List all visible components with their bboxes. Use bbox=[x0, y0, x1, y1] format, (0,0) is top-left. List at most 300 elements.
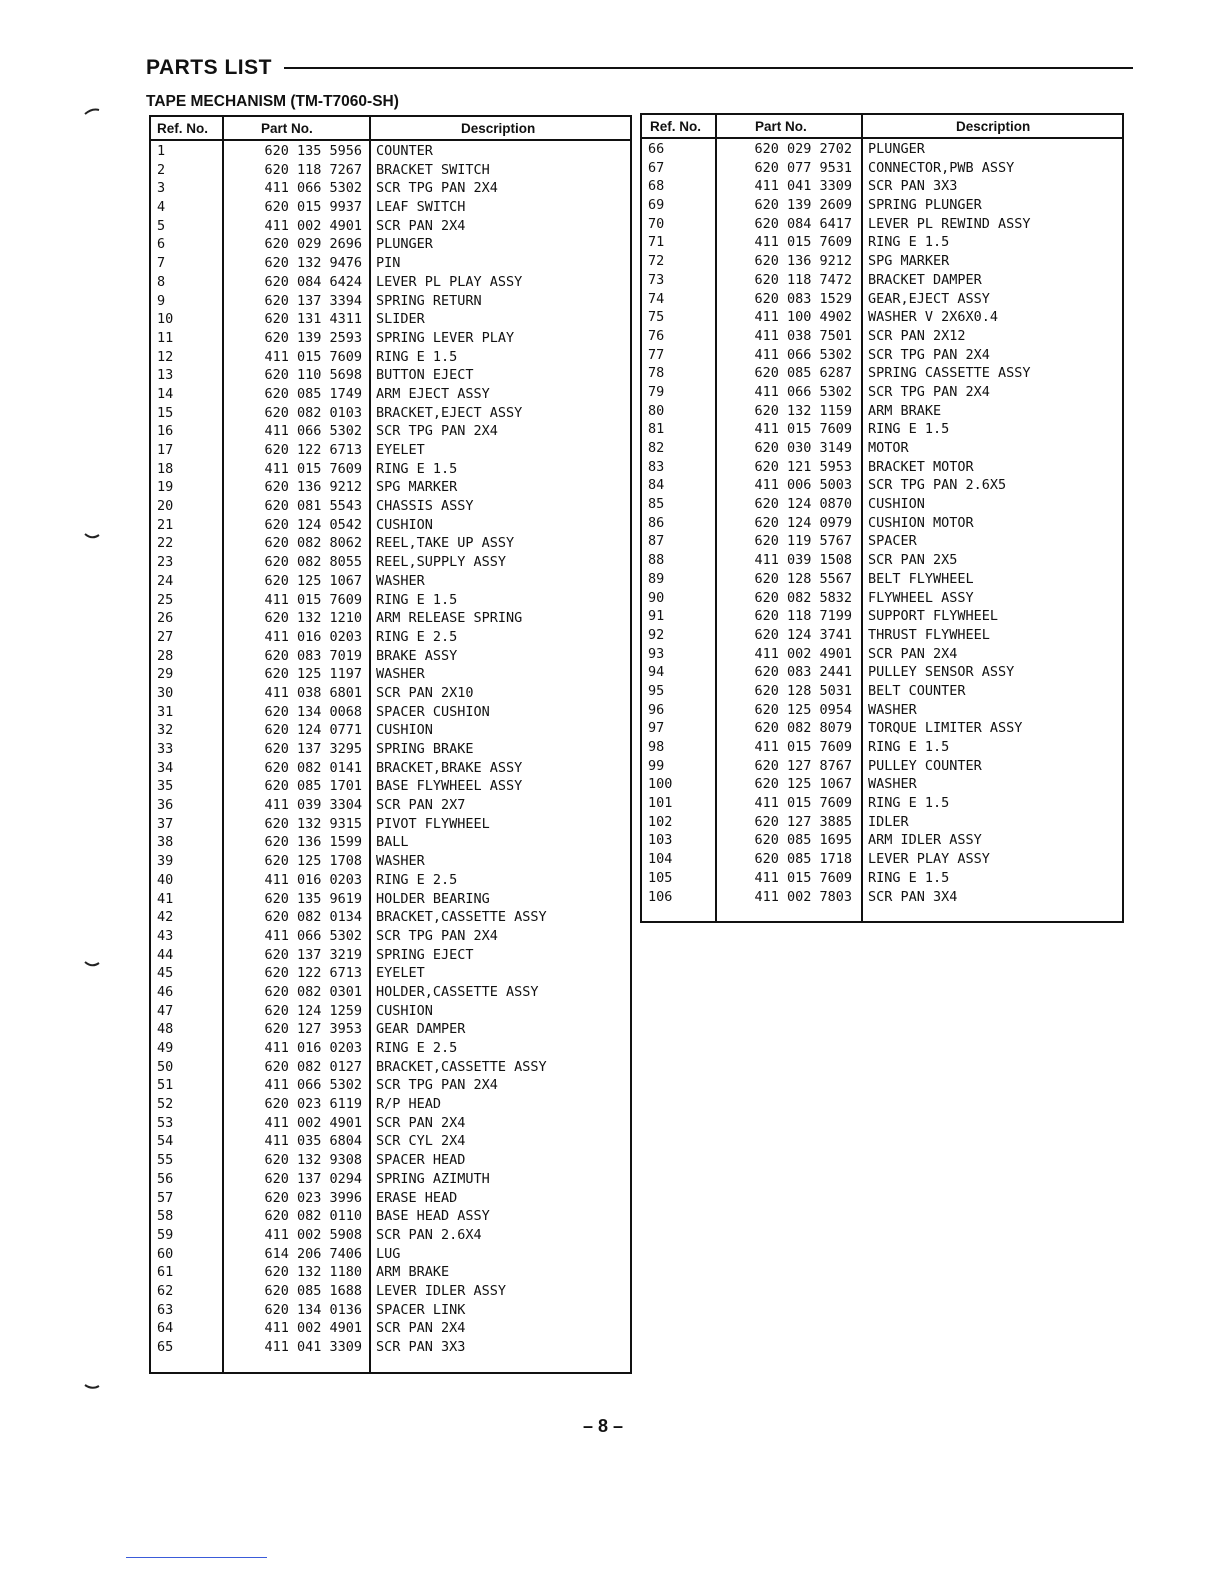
table-row bbox=[151, 1058, 630, 1077]
ref-header: Ref. No. bbox=[650, 119, 702, 134]
ref-no: 82 bbox=[648, 440, 665, 456]
part-no: 620 124 0870 bbox=[754, 496, 852, 513]
table-row bbox=[151, 198, 630, 217]
part-no: 620 122 6713 bbox=[264, 442, 362, 458]
part-no: 411 066 5302 bbox=[264, 423, 362, 440]
table-row bbox=[151, 235, 630, 254]
ref-no: 52 bbox=[157, 1096, 174, 1113]
ref-no: 98 bbox=[648, 739, 665, 755]
table-row bbox=[642, 420, 1122, 439]
part-no: 620 085 1701 bbox=[264, 778, 362, 795]
part-no: 620 128 5031 bbox=[754, 682, 852, 699]
description: LEVER IDLER ASSY bbox=[376, 1282, 507, 1299]
table-row bbox=[642, 271, 1122, 290]
ref-no: 97 bbox=[648, 720, 665, 737]
part-no: 620 122 6713 bbox=[264, 965, 362, 982]
table-row bbox=[151, 647, 630, 666]
part-no: 620 136 9212 bbox=[754, 253, 852, 270]
description: WASHER bbox=[868, 776, 917, 793]
page-number: – 8 – bbox=[583, 1416, 624, 1436]
part-no: 620 137 3394 bbox=[264, 292, 362, 309]
ref-no: 91 bbox=[648, 608, 665, 625]
ref-no: 5 bbox=[157, 217, 166, 234]
part-no: 620 084 6424 bbox=[264, 273, 362, 290]
table-row bbox=[151, 478, 630, 497]
table-row bbox=[642, 439, 1122, 458]
table-row bbox=[642, 551, 1122, 570]
table-row bbox=[151, 983, 630, 1002]
part-no: 620 132 1159 bbox=[754, 402, 852, 419]
description: SLIDER bbox=[376, 311, 425, 328]
description: BELT COUNTER bbox=[868, 682, 966, 699]
description: WASHER bbox=[376, 853, 425, 870]
part-no: 620 131 4311 bbox=[264, 311, 362, 328]
part-no: 620 083 7019 bbox=[264, 647, 362, 664]
description: SPACER LINK bbox=[376, 1301, 466, 1318]
description: BALL bbox=[376, 834, 409, 851]
table-row bbox=[151, 1338, 630, 1357]
table-row bbox=[642, 645, 1122, 664]
description: IDLER bbox=[868, 813, 909, 830]
table-row bbox=[151, 310, 630, 329]
ref-no: 47 bbox=[157, 1002, 174, 1019]
part-no: 411 015 7609 bbox=[264, 460, 362, 477]
ref-no: 16 bbox=[157, 423, 174, 440]
part-no: 411 002 5908 bbox=[264, 1226, 362, 1243]
margin-tick-icon bbox=[84, 1383, 100, 1391]
part-no: 620 118 7472 bbox=[754, 271, 852, 288]
description: RING E 2.5 bbox=[376, 628, 458, 645]
part-header: Part No. bbox=[261, 121, 313, 136]
description: SCR PAN 3X3 bbox=[868, 178, 958, 195]
table-row bbox=[642, 514, 1122, 533]
table-row bbox=[642, 775, 1122, 794]
table-row bbox=[151, 553, 630, 572]
ref-no: 69 bbox=[648, 197, 665, 214]
table-row bbox=[151, 366, 630, 385]
table-row bbox=[151, 329, 630, 348]
table-row bbox=[642, 589, 1122, 608]
description: PULLEY COUNTER bbox=[868, 757, 982, 774]
part-no: 620 082 8055 bbox=[264, 554, 362, 571]
table-row bbox=[151, 1263, 630, 1282]
table-row bbox=[642, 869, 1122, 888]
table-row bbox=[642, 327, 1122, 346]
part-no: 411 038 7501 bbox=[754, 327, 852, 344]
ref-no: 29 bbox=[157, 666, 174, 683]
margin-tick-icon bbox=[84, 532, 100, 540]
table-row bbox=[642, 701, 1122, 720]
table-row bbox=[642, 532, 1122, 551]
ref-no: 58 bbox=[157, 1208, 174, 1225]
part-no: 411 006 5003 bbox=[754, 477, 852, 494]
ref-no: 70 bbox=[648, 215, 665, 232]
table-row bbox=[151, 908, 630, 927]
description: REEL,SUPPLY ASSY bbox=[376, 554, 507, 571]
description: WASHER bbox=[376, 666, 425, 683]
table-row bbox=[642, 682, 1122, 701]
description: BRACKET DAMPER bbox=[868, 271, 982, 288]
ref-no: 102 bbox=[648, 813, 673, 830]
ref-no: 101 bbox=[648, 795, 673, 812]
table-row bbox=[151, 292, 630, 311]
ref-no: 4 bbox=[157, 199, 166, 216]
ref-no: 104 bbox=[648, 851, 673, 868]
ref-no: 42 bbox=[157, 909, 174, 926]
part-no: 620 118 7199 bbox=[754, 608, 852, 625]
description: SPRING LEVER PLAY bbox=[376, 329, 515, 346]
description: WASHER bbox=[376, 572, 425, 589]
table-row bbox=[642, 159, 1122, 178]
description: LEVER PLAY ASSY bbox=[868, 851, 990, 868]
table-row bbox=[642, 346, 1122, 365]
table-row bbox=[642, 888, 1122, 907]
table-row bbox=[151, 179, 630, 198]
ref-no: 35 bbox=[157, 778, 174, 795]
ref-no: 77 bbox=[648, 346, 665, 363]
table-row bbox=[151, 927, 630, 946]
ref-no: 99 bbox=[648, 757, 665, 774]
ref-no: 18 bbox=[157, 460, 174, 477]
description: SPRING AZIMUTH bbox=[376, 1170, 490, 1187]
ref-no: 90 bbox=[648, 589, 665, 606]
part-no: 620 132 1180 bbox=[264, 1264, 362, 1281]
part-no: 411 016 0203 bbox=[264, 871, 362, 888]
table-row bbox=[151, 833, 630, 852]
ref-no: 100 bbox=[648, 776, 673, 793]
ref-no: 14 bbox=[157, 385, 174, 402]
description: RING E 2.5 bbox=[376, 871, 458, 888]
table-row bbox=[151, 721, 630, 740]
description: BRAKE ASSY bbox=[376, 647, 458, 664]
description: CONNECTOR,PWB ASSY bbox=[868, 159, 1015, 176]
ref-no: 61 bbox=[157, 1264, 174, 1281]
table-row bbox=[151, 1170, 630, 1189]
ref-no: 60 bbox=[157, 1245, 174, 1262]
part-no: 411 066 5302 bbox=[264, 180, 362, 197]
part-no: 411 015 7609 bbox=[754, 421, 852, 438]
table-row bbox=[151, 1282, 630, 1301]
description: GEAR,EJECT ASSY bbox=[868, 290, 990, 307]
part-no: 620 119 5767 bbox=[754, 533, 852, 550]
ref-no: 88 bbox=[648, 552, 665, 569]
table-row bbox=[642, 233, 1122, 252]
description: RING E 1.5 bbox=[868, 739, 950, 755]
table-row bbox=[642, 402, 1122, 421]
description: SCR TPG PAN 2X4 bbox=[376, 1077, 498, 1094]
part-no: 620 125 1067 bbox=[264, 572, 362, 589]
table-row bbox=[151, 703, 630, 722]
description: SCR PAN 3X4 bbox=[868, 888, 958, 905]
part-no: 411 002 4901 bbox=[264, 1114, 362, 1131]
ref-no: 64 bbox=[157, 1320, 174, 1337]
ref-no: 51 bbox=[157, 1077, 174, 1094]
ref-no: 8 bbox=[157, 273, 166, 290]
part-no: 620 118 7267 bbox=[264, 161, 362, 178]
ref-no: 12 bbox=[157, 348, 174, 365]
part-no: 411 066 5302 bbox=[754, 383, 852, 400]
ref-no: 89 bbox=[648, 570, 665, 587]
part-no: 620 127 3885 bbox=[754, 813, 852, 830]
table-row bbox=[642, 252, 1122, 271]
table-row bbox=[642, 663, 1122, 682]
part-no: 620 082 5832 bbox=[754, 589, 852, 606]
ref-no: 92 bbox=[648, 626, 665, 643]
description: R/P HEAD bbox=[376, 1096, 442, 1113]
table-row bbox=[151, 385, 630, 404]
description: SCR PAN 2X4 bbox=[376, 217, 466, 234]
part-no: 411 015 7609 bbox=[754, 234, 852, 251]
description: RING E 1.5 bbox=[868, 421, 950, 438]
ref-no: 67 bbox=[648, 159, 665, 176]
description: SCR TPG PAN 2X4 bbox=[376, 180, 498, 197]
description: SUPPORT FLYWHEEL bbox=[868, 608, 999, 625]
description: SPACER CUSHION bbox=[376, 703, 490, 720]
table-row bbox=[642, 607, 1122, 626]
table-row bbox=[151, 497, 630, 516]
description: ERASE HEAD bbox=[376, 1189, 458, 1206]
description: BUTTON EJECT bbox=[376, 367, 474, 384]
part-no: 620 134 0136 bbox=[264, 1301, 362, 1318]
part-no: 620 137 3295 bbox=[264, 741, 362, 757]
ref-no: 95 bbox=[648, 682, 665, 699]
table-row bbox=[642, 719, 1122, 738]
part-no: 411 066 5302 bbox=[264, 927, 362, 944]
table-row bbox=[642, 831, 1122, 850]
desc-header: Description bbox=[956, 119, 1031, 134]
description: SCR PAN 2X4 bbox=[868, 645, 958, 662]
part-no: 620 082 0127 bbox=[264, 1058, 362, 1075]
part-no: 620 132 9315 bbox=[264, 815, 362, 832]
table-row bbox=[151, 796, 630, 815]
part-no: 620 139 2609 bbox=[754, 197, 852, 214]
ref-no: 53 bbox=[157, 1114, 174, 1131]
part-no: 411 015 7609 bbox=[264, 348, 362, 365]
part-no: 620 121 5953 bbox=[754, 458, 852, 475]
table-row bbox=[642, 383, 1122, 402]
part-no: 620 128 5567 bbox=[754, 570, 852, 587]
table-row bbox=[151, 273, 630, 292]
page-title: PARTS LIST bbox=[146, 56, 272, 79]
table-row bbox=[151, 161, 630, 180]
part-no: 620 135 5956 bbox=[264, 143, 362, 159]
section-title: TAPE MECHANISM (TM-T7060-SH) bbox=[146, 93, 399, 110]
ref-no: 93 bbox=[648, 645, 665, 662]
description: SPG MARKER bbox=[868, 253, 950, 270]
description: SCR TPG PAN 2X4 bbox=[376, 423, 498, 440]
table-row bbox=[151, 665, 630, 684]
table-row bbox=[642, 794, 1122, 813]
table-row bbox=[642, 626, 1122, 645]
desc-header: Description bbox=[461, 121, 536, 136]
ref-no: 79 bbox=[648, 383, 665, 400]
part-no: 411 041 3309 bbox=[754, 178, 852, 195]
part-no: 620 029 2702 bbox=[754, 141, 852, 157]
part-no: 620 124 0979 bbox=[754, 514, 852, 531]
table-row bbox=[151, 1245, 630, 1264]
table-row bbox=[642, 364, 1122, 383]
description: RING E 1.5 bbox=[868, 869, 950, 886]
table-row bbox=[151, 1301, 630, 1320]
description: BASE FLYWHEEL ASSY bbox=[376, 778, 523, 795]
ref-no: 30 bbox=[157, 684, 174, 701]
table-row bbox=[151, 759, 630, 778]
part-no: 620 085 1695 bbox=[754, 832, 852, 849]
ref-no: 68 bbox=[648, 178, 665, 195]
ref-no: 28 bbox=[157, 647, 174, 664]
part-no: 620 139 2593 bbox=[264, 329, 362, 346]
part-no: 411 035 6804 bbox=[264, 1133, 362, 1150]
table-row bbox=[151, 142, 630, 161]
ref-no: 80 bbox=[648, 402, 665, 419]
table-row bbox=[151, 441, 630, 460]
ref-no: 37 bbox=[157, 815, 174, 832]
table-row bbox=[151, 684, 630, 703]
table-row bbox=[151, 609, 630, 628]
ref-no: 25 bbox=[157, 591, 174, 608]
table-header bbox=[642, 115, 1122, 139]
description: SCR PAN 2X10 bbox=[376, 684, 474, 701]
description: BRACKET,BRAKE ASSY bbox=[376, 759, 523, 776]
ref-no: 76 bbox=[648, 327, 665, 344]
description: SCR TPG PAN 2X4 bbox=[868, 346, 990, 363]
part-no: 411 002 4901 bbox=[754, 645, 852, 662]
ref-no: 3 bbox=[157, 180, 166, 197]
description: SCR PAN 2.6X4 bbox=[376, 1226, 482, 1243]
ref-no: 2 bbox=[157, 161, 166, 178]
description: SPRING RETURN bbox=[376, 292, 482, 309]
ref-no: 78 bbox=[648, 365, 665, 382]
description: LEVER PL PLAY ASSY bbox=[376, 273, 523, 290]
part-no: 620 124 3741 bbox=[754, 626, 852, 643]
ref-no: 23 bbox=[157, 554, 174, 571]
part-header: Part No. bbox=[755, 119, 807, 134]
ref-no: 55 bbox=[157, 1152, 174, 1169]
description: ARM BRAKE bbox=[868, 402, 942, 419]
part-no: 620 110 5698 bbox=[264, 367, 362, 384]
part-no: 620 082 8062 bbox=[264, 535, 362, 552]
ref-no: 86 bbox=[648, 514, 665, 531]
part-no: 620 085 1688 bbox=[264, 1282, 362, 1299]
ref-no: 84 bbox=[648, 477, 665, 494]
part-no: 620 132 1210 bbox=[264, 610, 362, 627]
description: CUSHION bbox=[376, 722, 433, 739]
part-no: 411 039 1508 bbox=[754, 552, 852, 569]
description: PULLEY SENSOR ASSY bbox=[868, 664, 1015, 681]
description: PLUNGER bbox=[376, 236, 433, 253]
description: FLYWHEEL ASSY bbox=[868, 589, 974, 606]
table-row bbox=[151, 946, 630, 965]
ref-no: 13 bbox=[157, 367, 174, 384]
table-row bbox=[642, 850, 1122, 869]
table-row bbox=[642, 140, 1122, 159]
part-no: 620 085 6287 bbox=[754, 365, 852, 382]
part-no: 620 085 1718 bbox=[754, 851, 852, 868]
part-no: 620 124 1259 bbox=[264, 1002, 362, 1019]
margin-tick-icon bbox=[84, 960, 100, 968]
ref-no: 7 bbox=[157, 255, 166, 272]
ref-no: 40 bbox=[157, 871, 174, 888]
ref-no: 43 bbox=[157, 927, 174, 944]
description: SPRING EJECT bbox=[376, 946, 474, 963]
ref-no: 73 bbox=[648, 271, 665, 288]
table-row bbox=[642, 196, 1122, 215]
part-no: 620 125 1197 bbox=[264, 666, 362, 683]
description: SPRING CASSETTE ASSY bbox=[868, 365, 1031, 382]
part-no: 411 038 6801 bbox=[264, 684, 362, 701]
ref-no: 24 bbox=[157, 572, 174, 589]
ref-no: 27 bbox=[157, 628, 174, 645]
description: HOLDER,CASSETTE ASSY bbox=[376, 983, 539, 1000]
part-no: 411 002 7803 bbox=[754, 888, 852, 905]
description: SCR CYL 2X4 bbox=[376, 1133, 466, 1150]
description: PIN bbox=[376, 255, 401, 272]
ref-no: 75 bbox=[648, 309, 665, 326]
part-no: 620 082 0301 bbox=[264, 983, 362, 1000]
description: TORQUE LIMITER ASSY bbox=[868, 720, 1023, 737]
footer-rule bbox=[126, 1557, 267, 1558]
part-no: 620 082 0110 bbox=[264, 1208, 362, 1225]
description: SCR PAN 2X4 bbox=[376, 1320, 466, 1337]
description: RING E 1.5 bbox=[376, 460, 458, 477]
description: PIVOT FLYWHEEL bbox=[376, 815, 490, 832]
part-no: 411 041 3309 bbox=[264, 1339, 362, 1355]
table-row bbox=[151, 628, 630, 647]
table-row bbox=[151, 1207, 630, 1226]
table-row bbox=[151, 871, 630, 890]
part-no: 620 137 3219 bbox=[264, 946, 362, 963]
description: BASE HEAD ASSY bbox=[376, 1208, 490, 1225]
ref-no: 48 bbox=[157, 1021, 174, 1038]
part-no: 411 002 4901 bbox=[264, 217, 362, 234]
table-row bbox=[151, 1132, 630, 1151]
ref-no: 62 bbox=[157, 1282, 174, 1299]
part-no: 411 016 0203 bbox=[264, 628, 362, 645]
ref-no: 9 bbox=[157, 292, 166, 309]
ref-no: 17 bbox=[157, 442, 174, 458]
description: ARM RELEASE SPRING bbox=[376, 610, 523, 627]
description: SPRING PLUNGER bbox=[868, 197, 982, 214]
part-no: 620 082 0134 bbox=[264, 909, 362, 926]
description: MOTOR bbox=[868, 440, 909, 456]
description: WASHER V 2X6X0.4 bbox=[868, 309, 999, 326]
table-row bbox=[151, 1319, 630, 1338]
ref-no: 1 bbox=[157, 143, 166, 159]
table-row bbox=[151, 516, 630, 535]
description: SCR PAN 2X7 bbox=[376, 797, 466, 814]
ref-no: 71 bbox=[648, 234, 665, 251]
table-row bbox=[151, 217, 630, 236]
table-row bbox=[151, 1002, 630, 1021]
ref-no: 57 bbox=[157, 1189, 174, 1206]
description: COUNTER bbox=[376, 143, 433, 159]
ref-no: 49 bbox=[157, 1040, 174, 1056]
description: BRACKET SWITCH bbox=[376, 161, 490, 178]
table-row bbox=[151, 852, 630, 871]
part-no: 620 134 0068 bbox=[264, 703, 362, 720]
part-no: 411 015 7609 bbox=[754, 795, 852, 812]
description: RING E 1.5 bbox=[868, 795, 950, 812]
ref-no: 33 bbox=[157, 741, 174, 757]
description: WASHER bbox=[868, 701, 917, 718]
table-row bbox=[151, 964, 630, 983]
ref-no: 66 bbox=[648, 141, 665, 157]
part-no: 620 083 2441 bbox=[754, 664, 852, 681]
margin-tick-icon bbox=[84, 108, 100, 116]
part-no: 620 023 3996 bbox=[264, 1189, 362, 1206]
table-row bbox=[151, 534, 630, 553]
description: SCR TPG PAN 2X4 bbox=[376, 927, 498, 944]
